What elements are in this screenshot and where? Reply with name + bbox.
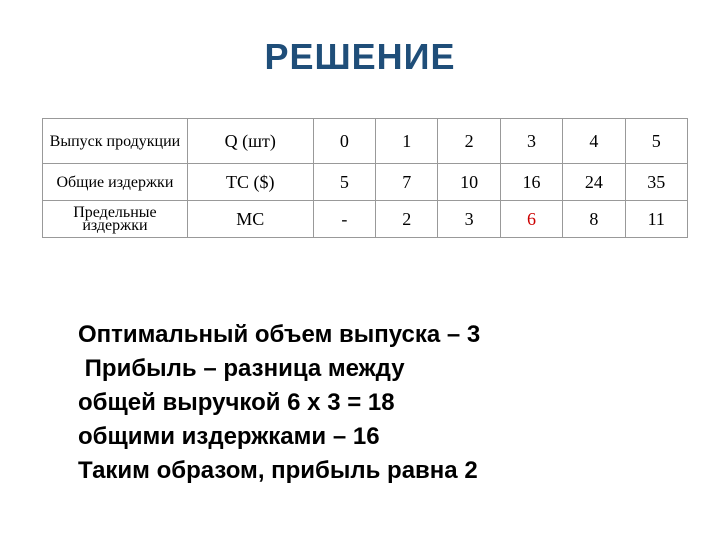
table-row-output	[43, 119, 688, 164]
cost-table	[42, 118, 688, 238]
table-cell: 1	[376, 119, 438, 164]
solution-line: общей выручкой 6 х 3 = 18	[78, 389, 395, 416]
table-cell: 2	[438, 119, 500, 164]
solution-line: Оптимальный объем выпуска – 3	[78, 321, 481, 348]
table-row-marginal-costs	[43, 201, 688, 238]
solution-text	[78, 318, 480, 488]
row-label: Общие издержки	[43, 164, 188, 201]
table-cell: 7	[376, 164, 438, 201]
row-label: Предельные издержки	[43, 201, 188, 238]
solution-line: общими издержками – 16	[78, 423, 380, 450]
table-cell: 3	[500, 119, 562, 164]
highlighted-cell: 6	[500, 201, 562, 238]
table-cell: 3	[438, 201, 500, 238]
table-cell: 10	[438, 164, 500, 201]
row-unit: Q (шт)	[187, 119, 313, 164]
table-cell: 2	[376, 201, 438, 238]
solution-line: Прибыль – разница между	[78, 355, 405, 382]
table-cell: 24	[563, 164, 625, 201]
table-row-total-costs	[43, 164, 688, 201]
table-cell: 16	[500, 164, 562, 201]
row-unit: TC ($)	[187, 164, 313, 201]
row-unit: MC	[187, 201, 313, 238]
table-cell: 11	[625, 201, 687, 238]
row-label: Выпуск продукции	[43, 119, 188, 164]
table-cell: 0	[313, 119, 375, 164]
slide-title: РЕШЕНИЕ	[264, 36, 456, 77]
table-cell: -	[313, 201, 375, 238]
table-cell: 4	[563, 119, 625, 164]
table-cell: 35	[625, 164, 687, 201]
table-cell: 8	[563, 201, 625, 238]
table-cell: 5	[313, 164, 375, 201]
table-cell: 5	[625, 119, 687, 164]
solution-line: Таким образом, прибыль равна 2	[78, 457, 478, 484]
